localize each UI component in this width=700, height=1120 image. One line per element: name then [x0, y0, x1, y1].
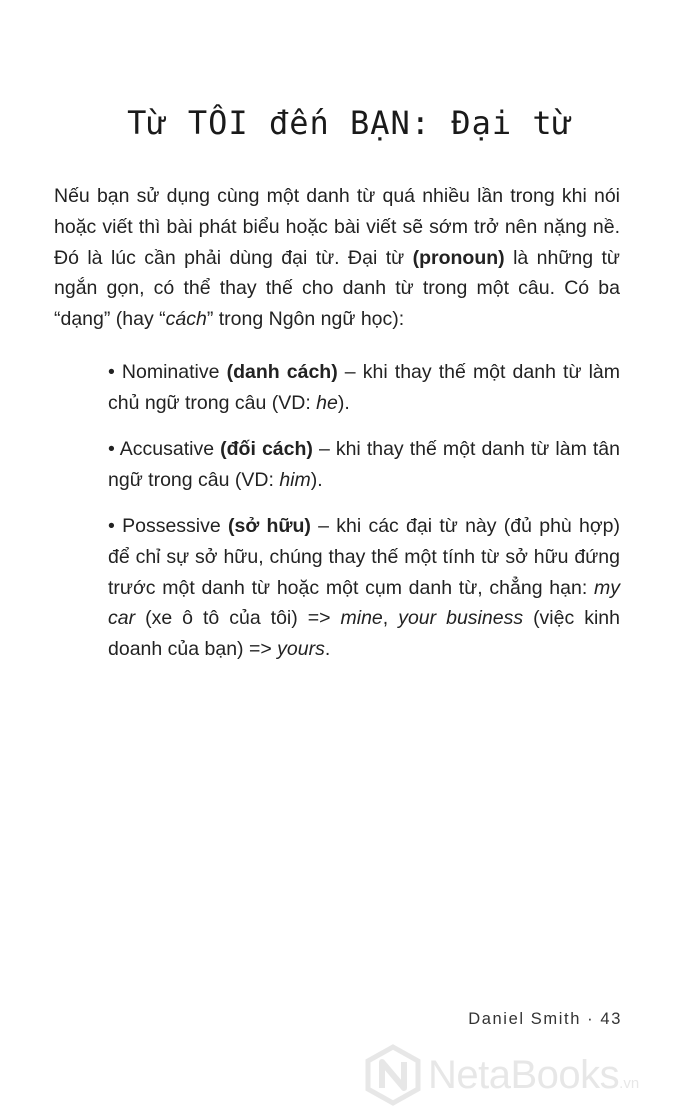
bullet-text-3: , [382, 607, 399, 630]
bullet-text: – khi thay thế một danh từ làm chủ ngữ trong câu (VD: [108, 361, 621, 414]
bullet-example-1: my car [108, 576, 620, 630]
bullet-text: – khi thay thế một danh từ làm tân ngữ trong câu (VD: [108, 438, 620, 491]
bullet-example: him [279, 468, 311, 491]
intro-case-word: cách [165, 308, 207, 331]
intro-text-2: là những từ ngắn gọn, có thể thay thế cho danh từ trong một câu. Có ba “dạng” (hay “ [54, 246, 620, 331]
bullet-text-2: (xe ô tô của tôi) => [135, 607, 341, 630]
page-title: Từ TÔI đến BẠN: Đại từ [127, 104, 573, 142]
intro-term: (pronoun) [412, 246, 505, 269]
bullet-text: – khi các đại từ này (đủ phù hợp) để chỉ sự sở hữu, chúng thay thế một tính từ sở hữu đứng trước một danh từ hoặc một cụm danh từ, chẳng hạn: [108, 515, 620, 599]
bullet-nominative [108, 357, 620, 419]
bullet-text-4: (việc kinh doanh của bạn) => [108, 607, 620, 661]
bullet-term: (đối cách) [220, 438, 313, 460]
bullet-example-2: mine [340, 607, 383, 630]
bullet-example-4: yours [277, 638, 325, 661]
watermark-text: NetaBooks [428, 1052, 620, 1097]
bullet-accusative [108, 434, 620, 496]
bullet-example: he [316, 391, 338, 414]
bullet-end: . [324, 638, 331, 661]
bullet-end: ). [337, 391, 350, 414]
watermark-suffix: .vn [619, 1075, 640, 1092]
intro-text-1: Nếu bạn sử dụng cùng một danh từ quá nhiều lần trong khi nói hoặc viết thì bài phát biểu hoặc bài viết sẽ sớm trở nên nặng nề. Đó là lúc cần phải dùng đại từ. Đại từ [54, 185, 620, 269]
bullet-term: (danh cách) [226, 361, 338, 383]
netabooks-watermark [364, 1040, 700, 1110]
bullet-possessive [108, 511, 620, 665]
netabooks-logo-icon [364, 1044, 422, 1106]
bullet-term: (sở hữu) [227, 515, 311, 537]
bullet-lead: • Accusative [108, 438, 221, 460]
intro-text-3: ” trong Ngôn ngữ học): [206, 308, 405, 331]
intro-paragraph [54, 181, 620, 335]
bullet-lead: • Possessive [108, 515, 228, 537]
bullet-lead: • Nominative [108, 361, 227, 383]
page-footer: Daniel Smith · 43 [468, 1010, 622, 1028]
bullet-end: ). [310, 468, 323, 491]
bullet-example-3: your business [398, 607, 524, 630]
